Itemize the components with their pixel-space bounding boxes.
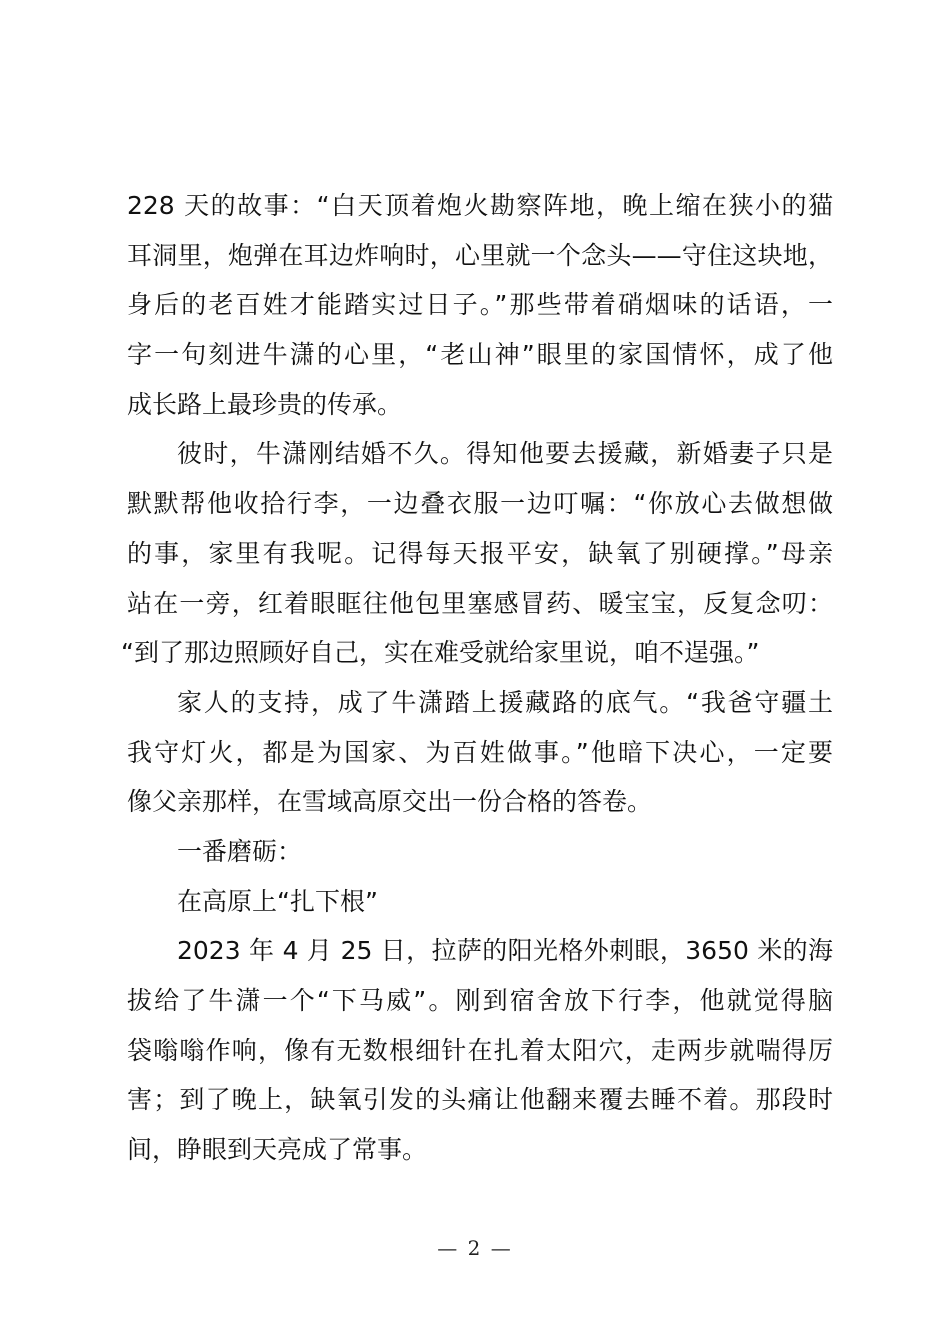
body-text xyxy=(121,181,833,1175)
text-line: 像父亲那样，在雪域高原交出一份合格的答卷。 xyxy=(127,787,653,817)
text-line: 彼时，牛潇刚结婚不久。得知他要去援藏，新婚妻子只是 xyxy=(177,439,833,469)
text-line: 成长路上最珍贵的传承。 xyxy=(127,389,403,419)
text-line: “到了那边照顾好自己，实在难受就给家里说，咱不逞强。” xyxy=(121,638,760,668)
text-line: 袋嗡嗡作响，像有无数根细针在扎着太阳穴，走两步就喘得厉 xyxy=(127,1035,833,1065)
text-line: 耳洞里，炮弹在耳边炸响时，心里就一个念头——守住这块地， xyxy=(127,240,833,270)
section-heading-line: 在高原上“扎下根” xyxy=(177,886,378,916)
text-line: 228 天的故事：“白天顶着炮火勘察阵地，晚上缩在狭小的猫 xyxy=(127,191,833,220)
text-line: 我守灯火，都是为国家、为百姓做事。”他暗下决心，一定要 xyxy=(127,737,833,767)
section-heading-line: 一番磨砺： xyxy=(177,836,303,866)
text-line: 害；到了晚上，缺氧引发的头痛让他翻来覆去睡不着。那段时 xyxy=(127,1085,833,1115)
text-line: 家人的支持，成了牛潇踏上援藏路的底气。“我爸守疆土 xyxy=(177,687,833,717)
text-line: 间，睁眼到天亮成了常事。 xyxy=(127,1135,428,1165)
text-line: 身后的老百姓才能踏实过日子。”那些带着硝烟味的话语，一 xyxy=(127,290,833,320)
page-number: — 2 — xyxy=(437,1236,513,1260)
text-line: 字一句刻进牛潇的心里，“老山神”眼里的家国情怀，成了他 xyxy=(127,340,833,370)
text-line: 的事，家里有我呢。记得每天报平安，缺氧了别硬撑。”母亲 xyxy=(127,538,833,568)
text-line: 2023 年 4 月 25 日，拉萨的阳光格外刺眼，3650 米的海 xyxy=(177,936,833,966)
text-line: 拔给了牛潇一个“下马威”。刚到宿舍放下行李，他就觉得脑 xyxy=(127,986,833,1015)
text-line: 默默帮他收拾行李，一边叠衣服一边叮嘱：“你放心去做想做 xyxy=(127,489,833,519)
text-line: 站在一旁，红着眼眶往他包里塞感冒药、暖宝宝，反复念叨： xyxy=(127,588,833,618)
